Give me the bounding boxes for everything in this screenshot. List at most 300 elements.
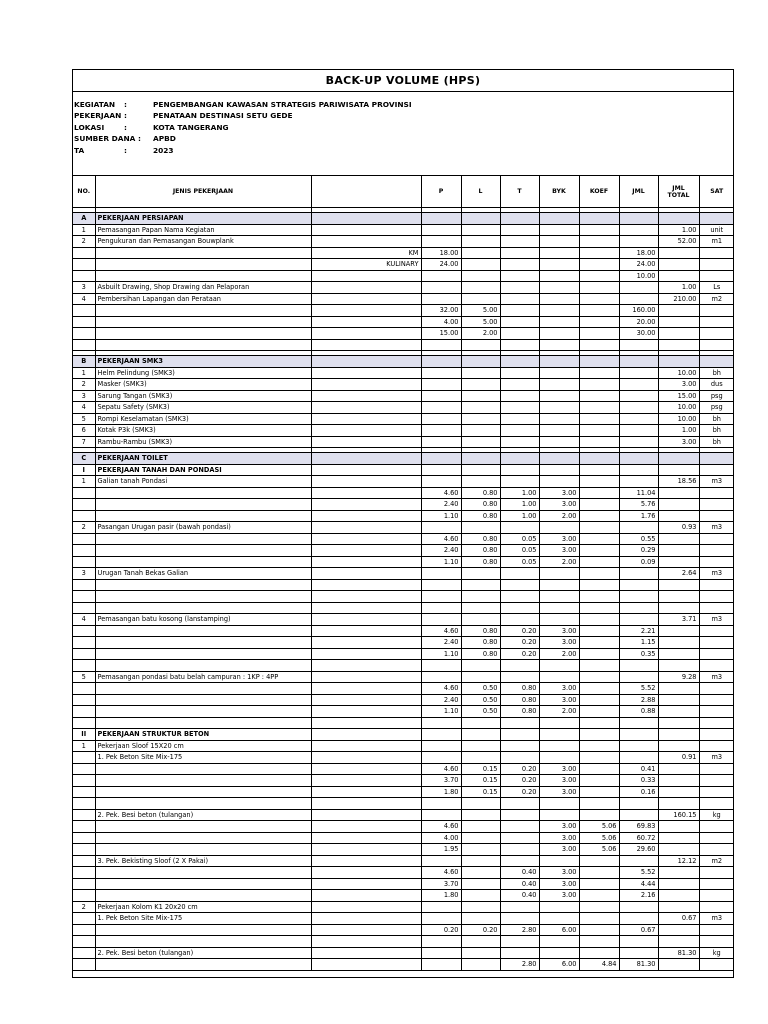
cell-l bbox=[461, 901, 500, 913]
cell-sat bbox=[699, 545, 734, 557]
cell-sat: bh bbox=[699, 436, 734, 448]
cell-byk bbox=[539, 809, 579, 821]
cell-p bbox=[421, 809, 461, 821]
cell-jml bbox=[619, 224, 658, 236]
cell-no bbox=[73, 786, 95, 798]
cell-no: B bbox=[73, 356, 95, 368]
cell-jml: 11.04 bbox=[619, 487, 658, 499]
cell-t: 0.20 bbox=[500, 775, 539, 787]
cell-p: 4.60 bbox=[421, 763, 461, 775]
cell-t bbox=[500, 591, 539, 603]
cell-koef bbox=[579, 867, 619, 879]
cell-t bbox=[500, 413, 539, 425]
cell-jenis-pekerjaan: Sepatu Safety (SMK3) bbox=[95, 402, 311, 414]
cell-no bbox=[73, 487, 95, 499]
cell-p bbox=[421, 476, 461, 488]
cell-jml-total bbox=[658, 499, 699, 511]
cell-jml bbox=[619, 602, 658, 614]
cell-koef bbox=[579, 614, 619, 626]
cell-jml-total bbox=[658, 464, 699, 476]
cell-t: 2.80 bbox=[500, 959, 539, 971]
cell-sat bbox=[699, 660, 734, 672]
cell-l: 0.50 bbox=[461, 694, 500, 706]
cell-t bbox=[500, 936, 539, 948]
cell-jml: 18.00 bbox=[619, 247, 658, 259]
cell-sat bbox=[699, 533, 734, 545]
cell-jml-total bbox=[658, 556, 699, 568]
cell-byk bbox=[539, 367, 579, 379]
cell-no bbox=[73, 890, 95, 902]
cell-byk bbox=[539, 413, 579, 425]
table-row bbox=[73, 637, 734, 649]
cell-keterangan bbox=[311, 947, 421, 959]
cell-jenis-pekerjaan bbox=[95, 683, 311, 695]
cell-p bbox=[421, 379, 461, 391]
cell-sat: Ls bbox=[699, 282, 734, 294]
cell-no bbox=[73, 648, 95, 660]
cell-t bbox=[500, 367, 539, 379]
cell-no bbox=[73, 959, 95, 971]
info-value: PENATAAN DESTINASI SETU GEDE bbox=[153, 111, 293, 121]
table-row bbox=[73, 763, 734, 775]
cell-keterangan bbox=[311, 660, 421, 672]
header-keterangan bbox=[311, 176, 421, 208]
cell-jml-total bbox=[658, 763, 699, 775]
table-row bbox=[73, 740, 734, 752]
table-row bbox=[73, 270, 734, 282]
table-row bbox=[73, 379, 734, 391]
cell-no: C bbox=[73, 453, 95, 465]
cell-byk: 3.00 bbox=[539, 775, 579, 787]
cell-jml: 5.76 bbox=[619, 499, 658, 511]
cell-koef bbox=[579, 247, 619, 259]
cell-koef bbox=[579, 683, 619, 695]
cell-p bbox=[421, 959, 461, 971]
cell-jenis-pekerjaan bbox=[95, 786, 311, 798]
cell-sat: m2 bbox=[699, 855, 734, 867]
cell-sat bbox=[699, 648, 734, 660]
cell-l bbox=[461, 293, 500, 305]
cell-no: A bbox=[73, 213, 95, 225]
cell-jml-total: 15.00 bbox=[658, 390, 699, 402]
cell-jenis-pekerjaan bbox=[95, 591, 311, 603]
cell-l bbox=[461, 821, 500, 833]
cell-jenis-pekerjaan bbox=[95, 316, 311, 328]
cell-no bbox=[73, 821, 95, 833]
cell-l: 2.00 bbox=[461, 328, 500, 340]
cell-koef: 5.06 bbox=[579, 832, 619, 844]
cell-p: 32.00 bbox=[421, 305, 461, 317]
cell-jml: 29.60 bbox=[619, 844, 658, 856]
cell-no bbox=[73, 510, 95, 522]
cell-sat: psg bbox=[699, 390, 734, 402]
table-row bbox=[73, 809, 734, 821]
cell-no: 1 bbox=[73, 740, 95, 752]
cell-jenis-pekerjaan bbox=[95, 602, 311, 614]
table-row bbox=[73, 614, 734, 626]
cell-no: 4 bbox=[73, 614, 95, 626]
cell-l bbox=[461, 798, 500, 810]
cell-byk bbox=[539, 660, 579, 672]
cell-t bbox=[500, 832, 539, 844]
cell-jml: 2.88 bbox=[619, 694, 658, 706]
cell-byk bbox=[539, 947, 579, 959]
table-row bbox=[73, 579, 734, 591]
cell-jenis-pekerjaan bbox=[95, 821, 311, 833]
cell-jml-total bbox=[658, 740, 699, 752]
cell-keterangan bbox=[311, 402, 421, 414]
table-row bbox=[73, 878, 734, 890]
cell-p: 2.40 bbox=[421, 694, 461, 706]
cell-jml-total bbox=[658, 832, 699, 844]
cell-no bbox=[73, 660, 95, 672]
header-jml: JML bbox=[619, 176, 658, 208]
cell-sat: bh bbox=[699, 425, 734, 437]
cell-no bbox=[73, 752, 95, 764]
cell-keterangan bbox=[311, 316, 421, 328]
cell-byk: 2.00 bbox=[539, 510, 579, 522]
cell-koef bbox=[579, 625, 619, 637]
cell-jml-total bbox=[658, 339, 699, 351]
cell-p bbox=[421, 213, 461, 225]
cell-jml-total bbox=[658, 591, 699, 603]
cell-koef bbox=[579, 464, 619, 476]
cell-keterangan bbox=[311, 752, 421, 764]
cell-jml bbox=[619, 729, 658, 741]
cell-koef bbox=[579, 568, 619, 580]
cell-t bbox=[500, 356, 539, 368]
cell-t: 1.00 bbox=[500, 487, 539, 499]
cell-p bbox=[421, 339, 461, 351]
cell-jml-total bbox=[658, 683, 699, 695]
table-row bbox=[73, 545, 734, 557]
cell-sat bbox=[699, 625, 734, 637]
cell-t: 0.40 bbox=[500, 867, 539, 879]
cell-t bbox=[500, 464, 539, 476]
cell-t bbox=[500, 236, 539, 248]
cell-jenis-pekerjaan bbox=[95, 637, 311, 649]
cell-t bbox=[500, 947, 539, 959]
cell-p bbox=[421, 293, 461, 305]
cell-byk bbox=[539, 936, 579, 948]
cell-jml-total: 1.00 bbox=[658, 224, 699, 236]
cell-jml-total bbox=[658, 487, 699, 499]
cell-koef bbox=[579, 901, 619, 913]
cell-p: 4.60 bbox=[421, 821, 461, 833]
cell-jenis-pekerjaan: PEKERJAAN STRUKTUR BETON bbox=[95, 729, 311, 741]
cell-byk bbox=[539, 282, 579, 294]
cell-p bbox=[421, 752, 461, 764]
cell-byk bbox=[539, 476, 579, 488]
cell-byk bbox=[539, 236, 579, 248]
cell-koef bbox=[579, 499, 619, 511]
cell-byk bbox=[539, 390, 579, 402]
cell-keterangan bbox=[311, 913, 421, 925]
cell-koef bbox=[579, 602, 619, 614]
table-row bbox=[73, 522, 734, 534]
cell-koef bbox=[579, 487, 619, 499]
cell-jenis-pekerjaan: Pembersihan Lapangan dan Perataan bbox=[95, 293, 311, 305]
cell-jml-total bbox=[658, 798, 699, 810]
cell-sat bbox=[699, 487, 734, 499]
cell-jenis-pekerjaan bbox=[95, 832, 311, 844]
cell-jml-total bbox=[658, 510, 699, 522]
cell-jml: 1.76 bbox=[619, 510, 658, 522]
cell-byk bbox=[539, 602, 579, 614]
cell-l bbox=[461, 356, 500, 368]
cell-keterangan bbox=[311, 499, 421, 511]
cell-l bbox=[461, 282, 500, 294]
cell-jenis-pekerjaan: 3. Pek. Bekisting Sloof (2 X Pakai) bbox=[95, 855, 311, 867]
header-t: T bbox=[500, 176, 539, 208]
cell-p bbox=[421, 614, 461, 626]
cell-jenis-pekerjaan bbox=[95, 763, 311, 775]
cell-keterangan bbox=[311, 356, 421, 368]
cell-jml-total bbox=[658, 775, 699, 787]
cell-p bbox=[421, 717, 461, 729]
cell-jml: 5.52 bbox=[619, 867, 658, 879]
cell-sat: kg bbox=[699, 809, 734, 821]
cell-p: 1.10 bbox=[421, 706, 461, 718]
cell-p bbox=[421, 413, 461, 425]
cell-no bbox=[73, 855, 95, 867]
cell-sat bbox=[699, 901, 734, 913]
cell-t bbox=[500, 476, 539, 488]
cell-no: 7 bbox=[73, 436, 95, 448]
cell-koef bbox=[579, 270, 619, 282]
cell-sat bbox=[699, 591, 734, 603]
cell-p bbox=[421, 936, 461, 948]
cell-jml-total bbox=[658, 959, 699, 971]
cell-koef bbox=[579, 367, 619, 379]
cell-sat bbox=[699, 890, 734, 902]
cell-no: 4 bbox=[73, 402, 95, 414]
cell-jml-total: 10.00 bbox=[658, 402, 699, 414]
cell-byk: 2.00 bbox=[539, 556, 579, 568]
table-row bbox=[73, 821, 734, 833]
cell-keterangan bbox=[311, 729, 421, 741]
cell-byk bbox=[539, 855, 579, 867]
project-info bbox=[73, 92, 733, 176]
cell-p bbox=[421, 591, 461, 603]
cell-jml bbox=[619, 568, 658, 580]
cell-jml bbox=[619, 236, 658, 248]
cell-l bbox=[461, 947, 500, 959]
cell-byk bbox=[539, 522, 579, 534]
cell-keterangan bbox=[311, 453, 421, 465]
cell-t: 0.05 bbox=[500, 545, 539, 557]
cell-l: 0.80 bbox=[461, 499, 500, 511]
cell-no bbox=[73, 625, 95, 637]
cell-keterangan bbox=[311, 213, 421, 225]
cell-byk bbox=[539, 247, 579, 259]
cell-sat: m2 bbox=[699, 293, 734, 305]
cell-jenis-pekerjaan: Kotak P3k (SMK3) bbox=[95, 425, 311, 437]
cell-jml-total bbox=[658, 890, 699, 902]
cell-p bbox=[421, 568, 461, 580]
cell-l: 0.80 bbox=[461, 545, 500, 557]
cell-jml bbox=[619, 453, 658, 465]
cell-jml bbox=[619, 282, 658, 294]
cell-keterangan bbox=[311, 568, 421, 580]
cell-byk bbox=[539, 729, 579, 741]
cell-byk bbox=[539, 379, 579, 391]
cell-jenis-pekerjaan bbox=[95, 533, 311, 545]
cell-no: 5 bbox=[73, 413, 95, 425]
cell-jml-total bbox=[658, 453, 699, 465]
cell-keterangan bbox=[311, 533, 421, 545]
cell-keterangan bbox=[311, 694, 421, 706]
table-row bbox=[73, 259, 734, 271]
cell-p bbox=[421, 402, 461, 414]
cell-jml-total bbox=[658, 901, 699, 913]
cell-keterangan bbox=[311, 775, 421, 787]
cell-byk bbox=[539, 356, 579, 368]
cell-t: 0.20 bbox=[500, 625, 539, 637]
cell-koef bbox=[579, 522, 619, 534]
cell-l bbox=[461, 671, 500, 683]
cell-jml bbox=[619, 913, 658, 925]
cell-no bbox=[73, 683, 95, 695]
cell-sat: m3 bbox=[699, 614, 734, 626]
table-row bbox=[73, 247, 734, 259]
cell-byk bbox=[539, 224, 579, 236]
cell-jml bbox=[619, 936, 658, 948]
cell-t bbox=[500, 390, 539, 402]
cell-koef bbox=[579, 453, 619, 465]
cell-sat bbox=[699, 786, 734, 798]
cell-p bbox=[421, 798, 461, 810]
cell-jml bbox=[619, 740, 658, 752]
cell-koef bbox=[579, 224, 619, 236]
cell-byk: 3.00 bbox=[539, 844, 579, 856]
table-row bbox=[73, 236, 734, 248]
table-row bbox=[73, 786, 734, 798]
cell-jenis-pekerjaan bbox=[95, 660, 311, 672]
cell-p: 15.00 bbox=[421, 328, 461, 340]
cell-jml-total: 0.93 bbox=[658, 522, 699, 534]
cell-sat bbox=[699, 821, 734, 833]
cell-jml bbox=[619, 367, 658, 379]
cell-l bbox=[461, 660, 500, 672]
cell-keterangan bbox=[311, 413, 421, 425]
cell-jenis-pekerjaan bbox=[95, 890, 311, 902]
cell-jml-total bbox=[658, 316, 699, 328]
cell-l: 0.80 bbox=[461, 625, 500, 637]
cell-t: 0.80 bbox=[500, 694, 539, 706]
cell-jml-total bbox=[658, 270, 699, 282]
info-row bbox=[73, 146, 733, 157]
table-row bbox=[73, 293, 734, 305]
cell-byk: 3.00 bbox=[539, 694, 579, 706]
cell-no bbox=[73, 305, 95, 317]
cell-jml-total bbox=[658, 259, 699, 271]
cell-byk: 3.00 bbox=[539, 683, 579, 695]
cell-byk bbox=[539, 402, 579, 414]
cell-l: 0.15 bbox=[461, 775, 500, 787]
cell-koef bbox=[579, 379, 619, 391]
cell-l bbox=[461, 959, 500, 971]
cell-t bbox=[500, 453, 539, 465]
cell-l bbox=[461, 752, 500, 764]
cell-koef bbox=[579, 305, 619, 317]
cell-t bbox=[500, 425, 539, 437]
cell-t bbox=[500, 213, 539, 225]
cell-p: 4.60 bbox=[421, 867, 461, 879]
cell-t bbox=[500, 522, 539, 534]
table-row bbox=[73, 487, 734, 499]
cell-jml-total bbox=[658, 729, 699, 741]
cell-byk: 3.00 bbox=[539, 867, 579, 879]
cell-no: 3 bbox=[73, 282, 95, 294]
cell-jml-total bbox=[658, 867, 699, 879]
cell-koef bbox=[579, 706, 619, 718]
header-sat: SAT bbox=[699, 176, 734, 208]
cell-p: 1.10 bbox=[421, 510, 461, 522]
cell-l bbox=[461, 379, 500, 391]
cell-koef bbox=[579, 763, 619, 775]
volume-table bbox=[73, 176, 734, 971]
cell-jenis-pekerjaan: 1. Pek Beton Site Mix-175 bbox=[95, 913, 311, 925]
cell-keterangan bbox=[311, 959, 421, 971]
cell-keterangan bbox=[311, 545, 421, 557]
cell-sat bbox=[699, 579, 734, 591]
cell-sat bbox=[699, 328, 734, 340]
table-row bbox=[73, 671, 734, 683]
cell-jenis-pekerjaan: Rambu-Rambu (SMK3) bbox=[95, 436, 311, 448]
cell-no bbox=[73, 637, 95, 649]
cell-no bbox=[73, 270, 95, 282]
cell-keterangan bbox=[311, 936, 421, 948]
cell-jenis-pekerjaan bbox=[95, 270, 311, 282]
cell-t bbox=[500, 729, 539, 741]
cell-jml-total: 1.00 bbox=[658, 282, 699, 294]
cell-jml bbox=[619, 947, 658, 959]
table-row bbox=[73, 924, 734, 936]
cell-byk: 6.00 bbox=[539, 959, 579, 971]
cell-p: 4.00 bbox=[421, 832, 461, 844]
table-row bbox=[73, 832, 734, 844]
cell-jml-total: 2.64 bbox=[658, 568, 699, 580]
cell-no bbox=[73, 545, 95, 557]
cell-l bbox=[461, 579, 500, 591]
cell-jenis-pekerjaan: Asbuilt Drawing, Shop Drawing dan Pelaporan bbox=[95, 282, 311, 294]
cell-jml: 4.44 bbox=[619, 878, 658, 890]
cell-t: 0.80 bbox=[500, 706, 539, 718]
table-row bbox=[73, 947, 734, 959]
table-row bbox=[73, 568, 734, 580]
cell-byk bbox=[539, 740, 579, 752]
cell-byk: 3.00 bbox=[539, 890, 579, 902]
cell-sat bbox=[699, 305, 734, 317]
cell-sat bbox=[699, 694, 734, 706]
info-row bbox=[73, 100, 733, 111]
cell-byk: 3.00 bbox=[539, 487, 579, 499]
cell-no bbox=[73, 717, 95, 729]
cell-no bbox=[73, 947, 95, 959]
cell-jenis-pekerjaan bbox=[95, 305, 311, 317]
cell-koef bbox=[579, 855, 619, 867]
cell-byk bbox=[539, 213, 579, 225]
cell-koef bbox=[579, 579, 619, 591]
cell-p: 18.00 bbox=[421, 247, 461, 259]
cell-l bbox=[461, 855, 500, 867]
cell-jenis-pekerjaan bbox=[95, 556, 311, 568]
info-colon: : bbox=[124, 100, 127, 109]
cell-jenis-pekerjaan: Pemasangan batu kosong (lanstamping) bbox=[95, 614, 311, 626]
cell-t bbox=[500, 602, 539, 614]
cell-koef bbox=[579, 671, 619, 683]
